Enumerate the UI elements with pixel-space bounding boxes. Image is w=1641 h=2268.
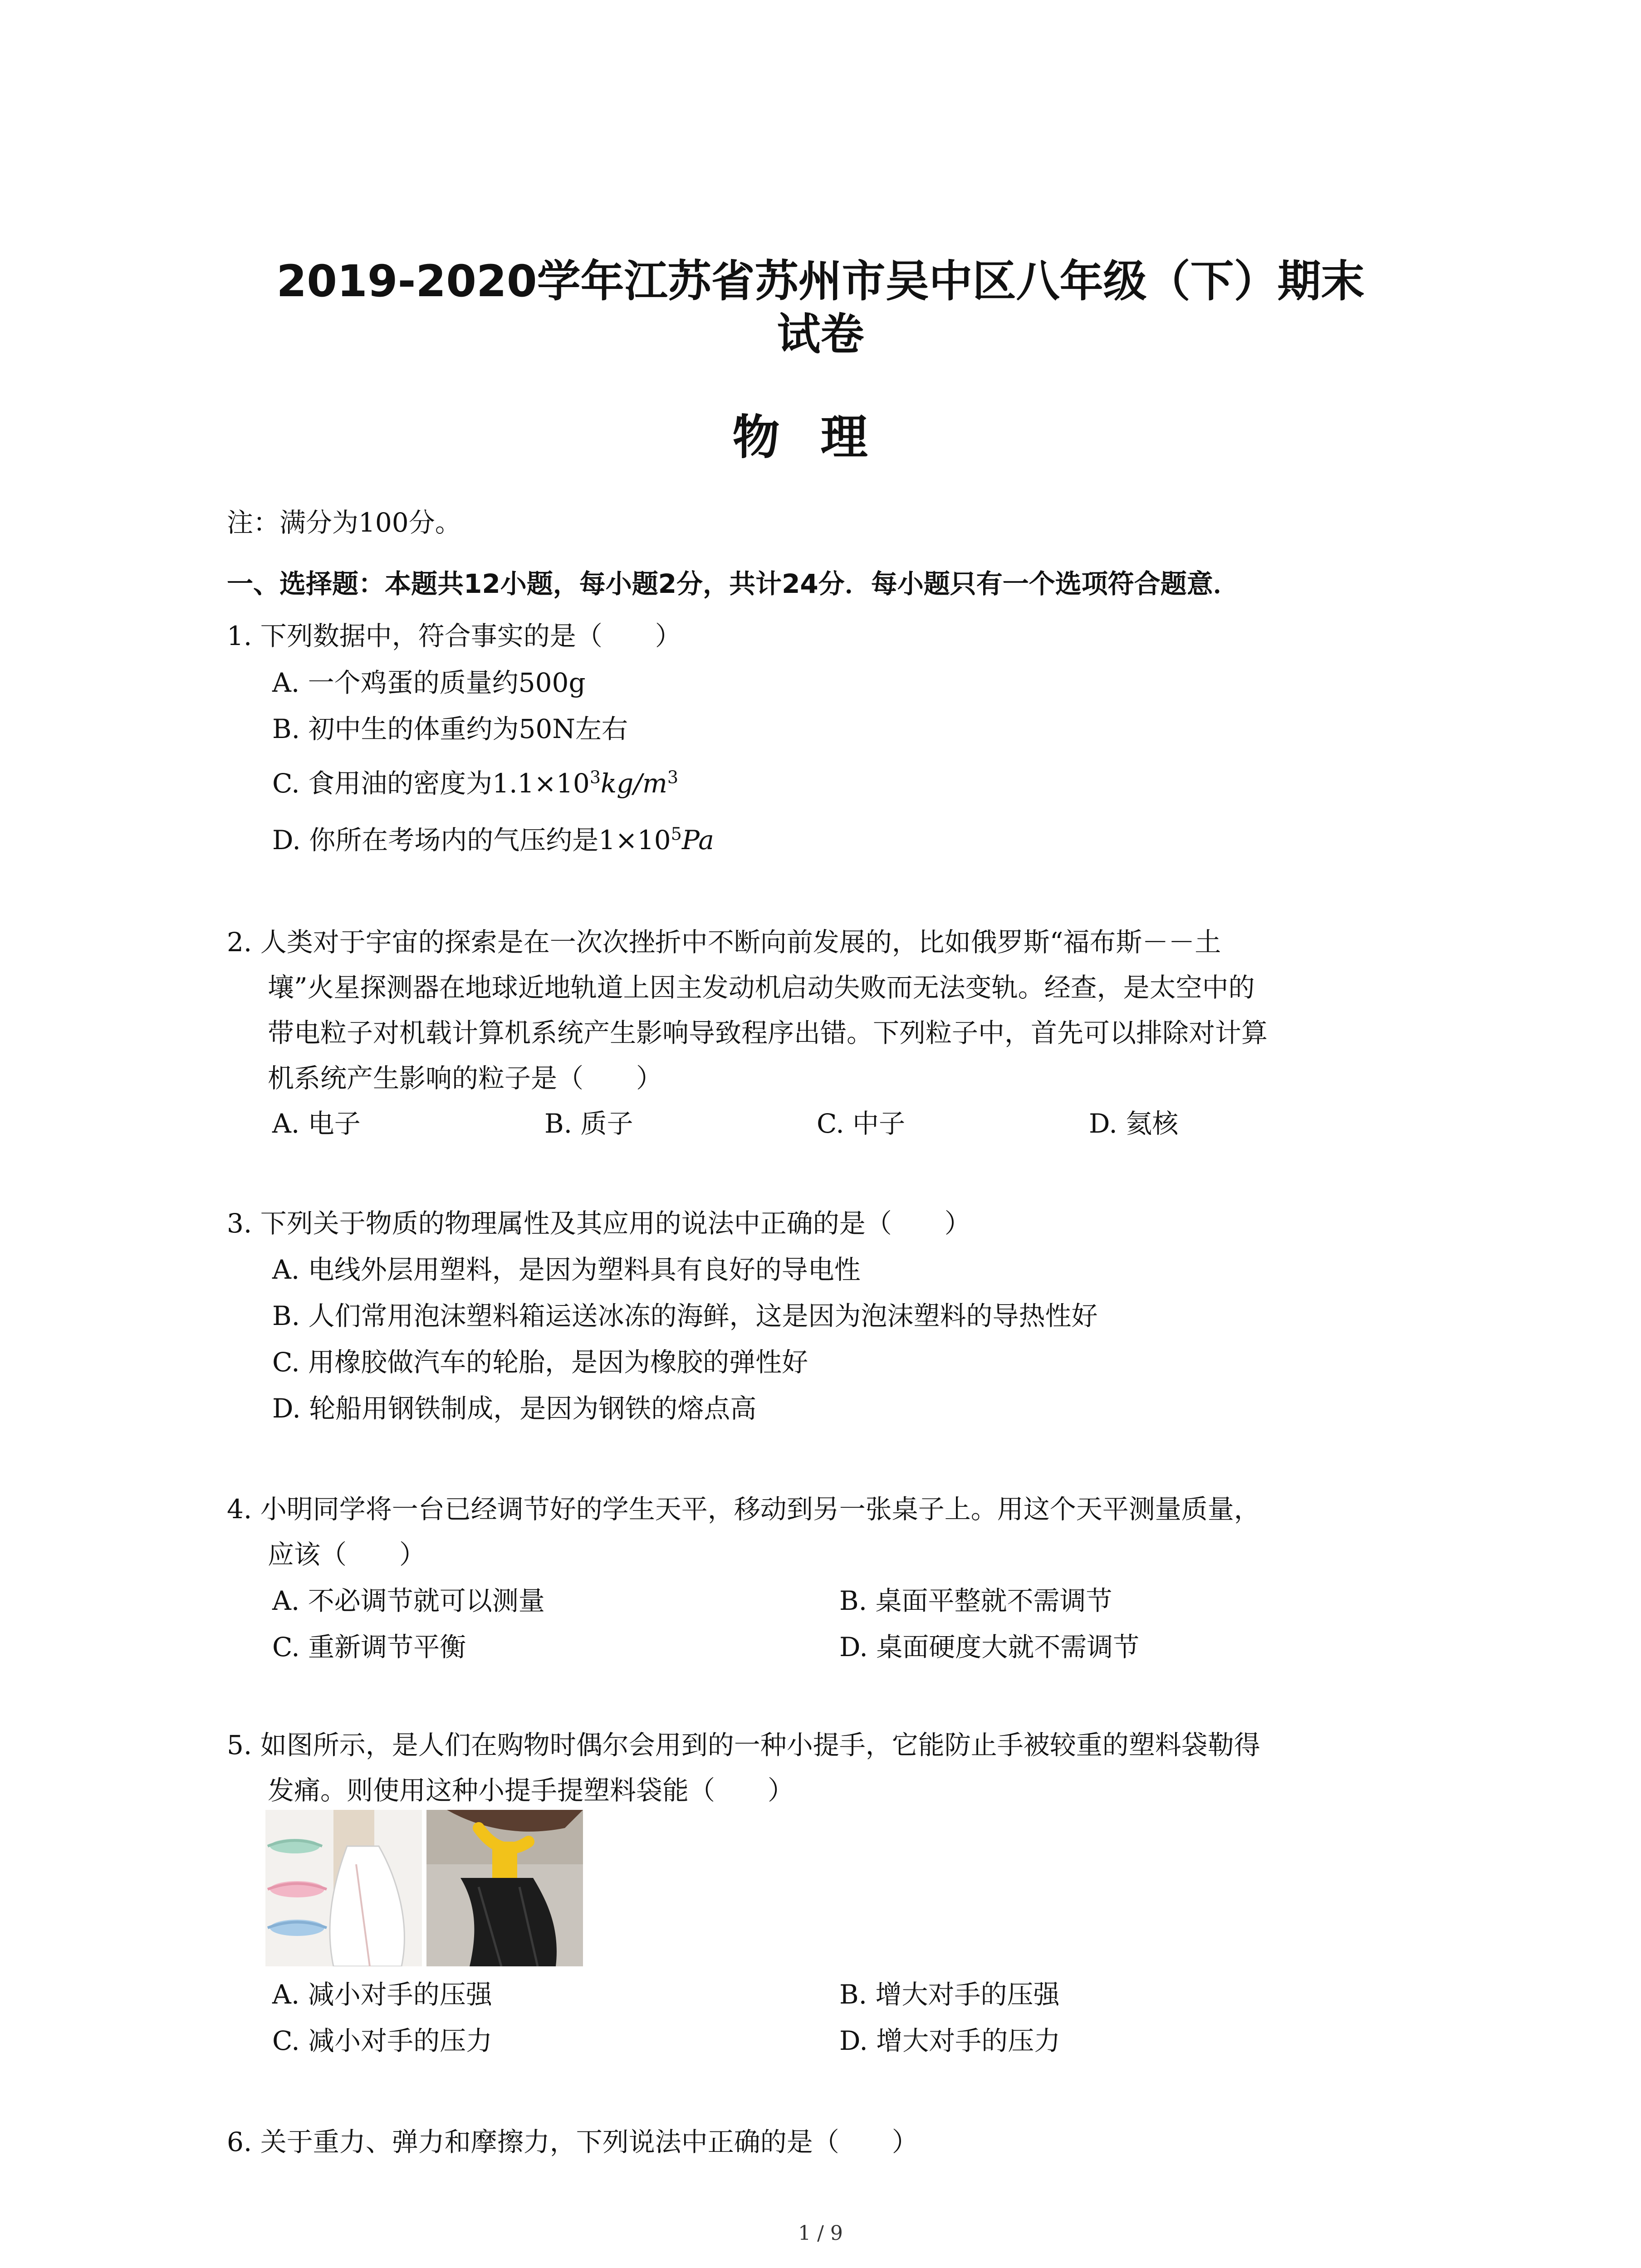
exam-title-line1: 2019-2020学年江苏省苏州市吴中区八年级（下）期末: [276, 256, 1365, 307]
option-c: C. 用橡胶做汽车的轮胎，是因为橡胶的弹性好: [272, 1347, 808, 1378]
option-a: A. 减小对手的压强: [272, 1979, 492, 2010]
subject-heading: 物理: [732, 410, 909, 465]
option-a: A. 不必调节就可以测量: [272, 1585, 545, 1616]
shopping-bag-handle-photo: [265, 1810, 583, 1966]
unit: kg/m: [601, 768, 667, 799]
exponent: 3: [667, 767, 679, 787]
question-stem: 3. 下列关于物质的物理属性及其应用的说法中正确的是（ ）: [227, 1208, 971, 1239]
exam-title-line2: 试卷: [777, 309, 864, 360]
question-text-line: 应该（ ）: [268, 1539, 426, 1570]
option-b: B. 增大对手的压强: [839, 1979, 1060, 2010]
question-stem: 6. 关于重力、弹力和摩擦力，下列说法中正确的是（ ）: [227, 2126, 918, 2157]
question-stem: 1. 下列数据中，符合事实的是（ ）: [227, 621, 681, 651]
option-d: [272, 819, 714, 857]
option-a: A. 电子: [272, 1108, 361, 1139]
option-b: B. 桌面平整就不需调节: [839, 1585, 1112, 1616]
question-text-line: 发痛。则使用这种小提手提塑料袋能（ ）: [268, 1775, 794, 1806]
option-b: B. 人们常用泡沫塑料箱运送冰冻的海鲜，这是因为泡沫塑料的导热性好: [272, 1300, 1098, 1331]
option-c: C. 重新调节平衡: [272, 1632, 466, 1662]
option-b: B. 质子: [544, 1108, 633, 1139]
option-d: D. 氦核: [1089, 1108, 1179, 1139]
option-d: D. 增大对手的压力: [839, 2025, 1061, 2056]
question-text-line: 壤”火星探测器在地球近地轨道上因主发动机启动失败而无法变轨。经查，是太空中的: [268, 972, 1255, 1003]
option-c: C. 中子: [817, 1108, 906, 1139]
score-note: 注：满分为100分。: [227, 507, 461, 538]
exponent: 3: [589, 767, 601, 787]
option-a: A. 电线外层用塑料，是因为塑料具有良好的导电性: [272, 1254, 861, 1285]
option-b: B. 初中生的体重约为50N左右: [272, 714, 628, 744]
option-c: C. 减小对手的压力: [272, 2025, 493, 2056]
question-text-line: 5. 如图所示，是人们在购物时偶尔会用到的一种小提手，它能防止手被较重的塑料袋勒得: [227, 1730, 1260, 1760]
option-c-text: C. 食用油的密度为1.1×10: [272, 768, 590, 799]
unit: Pa: [681, 825, 714, 855]
option-d-text: D. 你所在考场内的气压约是1×10: [272, 825, 671, 855]
question-text-line: 机系统产生影响的粒子是（ ）: [268, 1063, 663, 1094]
option-d: D. 轮船用钢铁制成，是因为钢铁的熔点高: [272, 1393, 757, 1424]
question-text-line: 带电粒子对机载计算机系统产生影响导致程序出错。下列粒子中，首先可以排除对计算: [268, 1017, 1268, 1048]
section-heading: 一、选择题：本题共12小题，每小题2分，共计24分．每小题只有一个选项符合题意．: [227, 568, 1239, 599]
question-text-line: 2. 人类对于宇宙的探索是在一次次挫折中不断向前发展的，比如俄罗斯“福布斯－－土: [227, 927, 1221, 958]
option-c: [272, 762, 678, 800]
option-d: D. 桌面硬度大就不需调节: [839, 1632, 1140, 1662]
exponent: 5: [671, 824, 682, 844]
question-text-line: 4. 小明同学将一台已经调节好的学生天平，移动到另一张桌子上。用这个天平测量质量，: [227, 1494, 1260, 1525]
option-a: A. 一个鸡蛋的质量约500g: [272, 667, 586, 698]
page-number: 1 / 9: [798, 2222, 843, 2245]
